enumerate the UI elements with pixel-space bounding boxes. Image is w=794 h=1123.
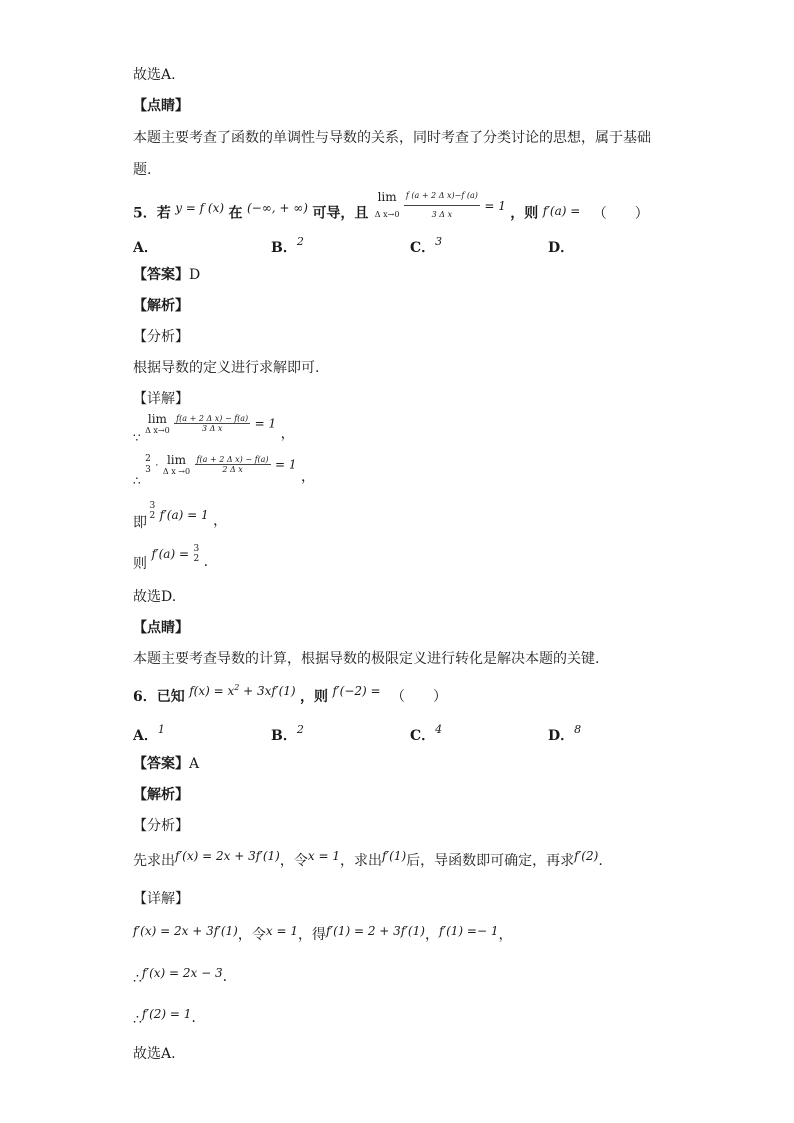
detail-5-line-2 bbox=[133, 453, 315, 488]
comment-heading: 【点睛】 bbox=[133, 620, 189, 636]
answer-heading: 【答案】 bbox=[133, 756, 189, 772]
question-5-option-c bbox=[410, 237, 442, 257]
question-5-equals-1: = 1 bbox=[484, 198, 506, 213]
text: ，求出 bbox=[339, 853, 382, 869]
question-6-option-d bbox=[548, 725, 581, 745]
option-label: D． bbox=[548, 240, 575, 256]
option-value: 8 bbox=[574, 723, 582, 736]
text: 后，导函数即可确定，再求 bbox=[406, 853, 575, 869]
option-value: 4 bbox=[435, 723, 443, 736]
math: f′(2) = 1 bbox=[141, 1007, 192, 1021]
fraction-num: f(a + 2 Δ x) − f(a) bbox=[196, 455, 269, 464]
fenxi-text: 根据导数的定义进行求解即可. bbox=[133, 360, 320, 376]
coefficient bbox=[149, 501, 155, 521]
answer-line bbox=[133, 266, 200, 284]
dot: · bbox=[155, 460, 159, 472]
coefficient-num: 3 bbox=[149, 501, 156, 511]
comma: ， bbox=[280, 425, 295, 442]
text: . bbox=[222, 969, 228, 985]
question-5-fprime-a: f′(a) = bbox=[542, 203, 581, 218]
lim: lim bbox=[147, 412, 167, 426]
therefore-symbol: ∴ bbox=[133, 971, 142, 987]
fraction bbox=[195, 455, 271, 474]
answer-value: A bbox=[189, 756, 200, 772]
option-value: 3 bbox=[435, 235, 443, 248]
coefficient-den: 3 bbox=[145, 464, 151, 475]
lim: lim bbox=[166, 453, 187, 467]
text: ， bbox=[424, 927, 439, 943]
math: f′(1) =− 1 bbox=[438, 924, 499, 938]
fraction-num: 3 bbox=[193, 544, 200, 554]
question-5-option-a bbox=[133, 237, 158, 257]
question-5-fraction-den: 3 Δ x bbox=[431, 210, 453, 219]
therefore-symbol: ∴ bbox=[133, 473, 141, 488]
question-5-blank: （ ） bbox=[592, 205, 649, 222]
ze-text: 则 bbox=[133, 556, 147, 572]
question-6-option-a bbox=[133, 725, 165, 745]
question-5-fraction-num: f (a + 2 Δ x)−f (a) bbox=[404, 187, 480, 206]
text: . bbox=[191, 1010, 196, 1026]
fraction-den: 3 Δ x bbox=[201, 424, 223, 433]
limit bbox=[145, 412, 170, 435]
math: f′(1) bbox=[381, 849, 407, 863]
question-6-text-ze: ，则 bbox=[300, 689, 329, 705]
comment-line-2: 题. bbox=[133, 162, 152, 178]
math: x = 1 bbox=[307, 849, 340, 863]
answer-heading: 【答案】 bbox=[133, 267, 189, 283]
math: f′(x) = 2x − 3 bbox=[141, 966, 223, 980]
therefore-symbol: ∴ bbox=[133, 1012, 142, 1028]
exponent: 2 bbox=[234, 683, 240, 692]
fenxi-heading: 【分析】 bbox=[133, 818, 189, 834]
comma: ， bbox=[300, 468, 315, 485]
detail-6-line-1 bbox=[133, 926, 512, 944]
lim-sub: Δ x→0 bbox=[145, 426, 170, 435]
detail-5-line-3 bbox=[133, 500, 228, 531]
limit bbox=[163, 453, 190, 476]
detail-5-line-4 bbox=[133, 543, 209, 572]
fraction-den: 2 bbox=[193, 554, 200, 564]
option-label: C． bbox=[410, 728, 436, 744]
answer-value: D bbox=[189, 267, 201, 283]
function-lhs: f(x) = x bbox=[189, 684, 235, 698]
question-5-number: 5．若 bbox=[133, 205, 171, 222]
question-6-number: 6．已知 bbox=[133, 689, 185, 705]
expression: f′(a) = bbox=[151, 547, 190, 561]
text: ，得 bbox=[297, 927, 326, 943]
option-label: D． bbox=[548, 728, 575, 744]
question-5-option-d bbox=[548, 237, 574, 257]
ji-text: 即 bbox=[133, 515, 147, 531]
fraction-den: 2 Δ x bbox=[222, 465, 243, 474]
comment-heading: 【点睛】 bbox=[133, 98, 189, 114]
question-5-limit bbox=[375, 188, 400, 224]
lim-sub: Δ x →0 bbox=[162, 467, 191, 476]
question-6-function bbox=[189, 684, 295, 698]
option-label: C． bbox=[410, 240, 436, 256]
option-label: A． bbox=[133, 240, 158, 256]
comment-text: 本题主要考查导数的计算，根据导数的极限定义进行转化是解决本题的关键. bbox=[133, 651, 600, 667]
math: x = 1 bbox=[265, 924, 298, 938]
because-symbol: ∵ bbox=[133, 430, 141, 445]
text: . bbox=[598, 853, 603, 869]
analysis-heading: 【解析】 bbox=[133, 298, 189, 314]
question-6-blank: （ ） bbox=[391, 689, 448, 705]
coefficient-num: 2 bbox=[145, 453, 151, 464]
function-rest: + 3xf′(1) bbox=[239, 684, 296, 698]
math: f′(x) = 2x + 3f′(1) bbox=[133, 924, 238, 938]
detail-5-line-1 bbox=[133, 412, 295, 445]
option-label: A． bbox=[133, 728, 158, 744]
question-5-function: y = f (x) bbox=[175, 200, 225, 215]
detail-heading: 【详解】 bbox=[133, 391, 189, 407]
text: ，令 bbox=[237, 927, 266, 943]
comment-line-1: 本题主要考查了函数的单调性与导数的关系，同时考查了分类讨论的思想，属于基础 bbox=[133, 130, 651, 146]
question-5-stem bbox=[133, 189, 649, 225]
period: . bbox=[203, 554, 209, 570]
question-5-lim-sub: Δ x→0 bbox=[374, 209, 400, 219]
question-5-text-zai: 在 bbox=[228, 205, 243, 222]
option-value: 2 bbox=[296, 723, 304, 736]
detail-6-line-3 bbox=[133, 1009, 196, 1027]
equals-1: = 1 bbox=[254, 416, 277, 431]
math: f′(1) = 2 + 3f′(1) bbox=[325, 924, 425, 938]
conclusion-text: 故选A. bbox=[133, 1046, 176, 1062]
expression: f′(a) = 1 bbox=[159, 508, 209, 522]
fenxi-text bbox=[133, 849, 603, 870]
equals-1: = 1 bbox=[275, 457, 297, 472]
option-value: 1 bbox=[157, 723, 165, 736]
text: ， bbox=[498, 927, 513, 943]
option-label: B． bbox=[271, 728, 297, 744]
question-5-option-b bbox=[271, 237, 304, 257]
question-5-interval: (−∞, + ∞) bbox=[246, 200, 308, 215]
option-label: B． bbox=[271, 240, 297, 256]
conclusion-text: 故选D. bbox=[133, 589, 177, 605]
question-6-option-b bbox=[271, 725, 304, 745]
fraction-num: f(a + 2 Δ x) − f(a) bbox=[176, 414, 249, 423]
fraction bbox=[174, 414, 250, 433]
conclusion-text: 故选A. bbox=[133, 67, 176, 83]
question-6-option-c bbox=[410, 725, 442, 745]
math: f′(x) = 2x + 3f′(1) bbox=[175, 849, 280, 863]
fenxi-heading: 【分析】 bbox=[133, 329, 189, 345]
question-6-fprime-minus-2: f′(−2) = bbox=[332, 684, 381, 698]
question-5-fraction bbox=[404, 187, 480, 224]
question-5-lim: lim bbox=[377, 189, 397, 204]
option-value: 2 bbox=[296, 235, 304, 248]
question-5-text-ze: ，则 bbox=[510, 205, 539, 222]
question-5-text-kedao: 可导，且 bbox=[312, 205, 369, 222]
detail-heading: 【详解】 bbox=[133, 891, 189, 907]
detail-6-line-2 bbox=[133, 968, 227, 986]
answer-line bbox=[133, 755, 199, 773]
comma: ， bbox=[213, 513, 228, 529]
question-6-stem bbox=[133, 683, 448, 712]
text: 先求出 bbox=[133, 853, 175, 869]
math: f′(2) bbox=[574, 849, 599, 863]
fraction-three-halves bbox=[193, 544, 199, 564]
coefficient bbox=[145, 454, 151, 476]
analysis-heading: 【解析】 bbox=[133, 787, 189, 803]
text: ，令 bbox=[279, 853, 308, 869]
coefficient-den: 2 bbox=[149, 511, 156, 521]
